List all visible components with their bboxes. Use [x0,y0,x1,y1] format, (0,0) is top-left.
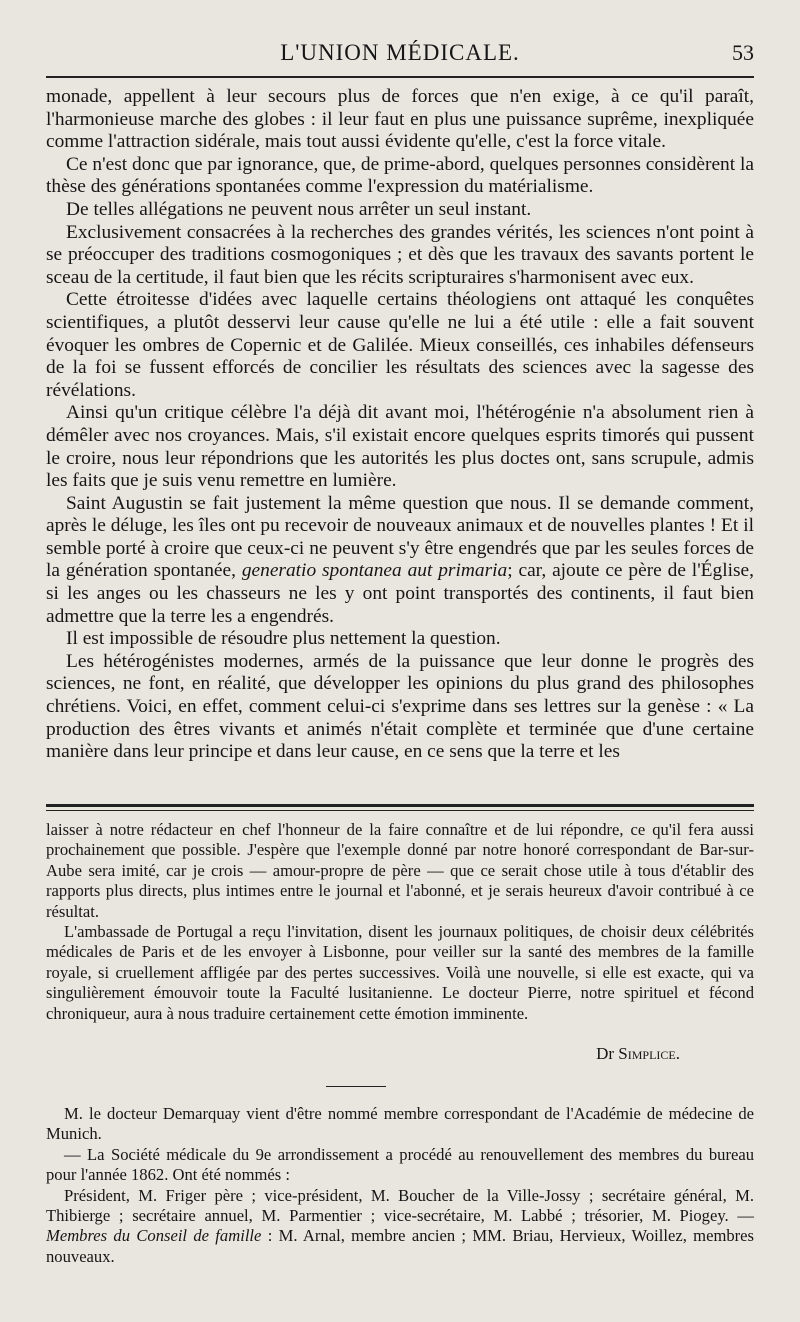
feuilleton-rule-thin [46,810,754,811]
main-article-text [46,86,754,764]
section-divider [326,1086,386,1087]
page-number: 53 [732,40,754,65]
paragraph: Cette étroitesse d'idées avec laquelle certains théologiens ont attaqué les conquêtes scientifiques, a plutôt desservi leur cause qu'elle ne lui a été utile : elle a fait souvent évoquer les ombres de Copernic et de Galilée. Mieux conseillés, ces inhabiles défenseurs de la foi se fussent efforcés de concilier les résultats des sciences avec la sagesse des révélations. [46,289,754,401]
paragraph: Ce n'est donc que par ignorance, que, de prime-abord, quelques personnes considèrent la thèse des générations spontanées comme l'expression du matérialisme. [46,153,754,198]
page-header [46,40,754,70]
paragraph: L'ambassade de Portugal a reçu l'invitation, disent les journaux politiques, de choisir deux célébrités médicales de Paris et de les envoyer à Lisbonne, pour veiller sur la santé des membres de la famille royale, si cruellement affligée par des pertes successives. Voilà une nouvelle, si elle est exacte, qui va singulièrement émouvoir toute la Faculté lusitanienne. Le docteur Pierre, notre spirituel et fécond chroniqueur, aura à nous traduire certainement cette émotion imminente. [46,922,754,1023]
paragraph-text: Président, M. Friger père ; vice-président, M. Boucher de la Ville-Jossy ; secrétaire général, M. Thibierge ; secrétaire annuel, M. Parmentier ; vice-secrétaire, M. Labbé ; trésorier, M. Piogey. — [46,1185,754,1226]
signature-name: Simplice. [618,1044,680,1063]
author-signature [596,1044,680,1064]
paragraph: M. le docteur Demarquay vient d'être nommé membre correspondant de l'Académie de médecine de Munich. [46,1104,754,1144]
header-rule [46,76,754,78]
paragraph: laisser à notre rédacteur en chef l'honneur de la faire connaître et de lui répondre, ce qu'il fera aussi prochainement que possible. J'espère que l'exemple donné par notre honoré correspondant de Bar-sur-Aube sera imité, car je crois — amour-propre de père — que ce serait chose utile à tous d'établir des rapports plus directs, plus intimes entre le journal et l'abonné, et je serais heureux d'avoir contribué à ce résultat. [46,820,754,921]
paragraph: Exclusivement consacrées à la recherches des grandes vérités, les sciences n'ont point à se préoccuper des traditions cosmogoniques ; et dès que les travaux des savants portent le sceau de la certitude, il faut bien que les récits scripturaires s'harmonisent avec eux. [46,221,754,288]
paragraph [46,493,754,629]
paragraph: Ainsi qu'un critique célèbre l'a déjà dit avant moi, l'hétérogénie n'a absolument rien à démêler avec nos croyances. Mais, s'il existait encore quelques esprits timorés qui pussent le croire, nous leur répondrions que les autorités les plus doctes ont, sans scrupule, admis les faits que je suis venu remettre en lumière. [46,402,754,492]
paragraph-text: Saint Augustin se fait justement la même question que nous. Il se demande comment, après le déluge, les îles ont pu recevoir de nouveaux animaux et de nouvelles plantes ! Et il semble porté à croire que ceux-ci ne peuvent s'y être engendrés que par les seules forces de la génération spontanée, [46,492,754,582]
feuilleton-rule [46,804,754,807]
paragraph: Il est impossible de résoudre plus nettement la question. [66,628,501,650]
paragraph-text: : M. Arnal, membre ancien ; MM. Briau, Hervieux, Woillez, membres nouveaux. [46,1226,754,1266]
feuilleton-text [46,820,754,1024]
paragraph: Les hétérogénistes modernes, armés de la puissance que leur donne le progrès des sciences, ne font, en réalité, que développer les opinions du plus grand des philosophes chrétiens. Voici, en effet, comment celui-ci s'exprime dans ses lettres sur la genèse : « La production des êtres vivants et animés n'était complète et terminée que d'une certaine manière dans leur principe et dans leur cause, en ce sens que la terre et les [46,650,754,763]
paragraph: monade, appellent à leur secours plus de forces que n'en exige, à ce qu'il paraît, l'harmonieuse marche des globes : il leur faut en plus une puissance suprême, inexpliquée comme l'attraction sidérale, mais tout aussi évidente qu'elle, c'est la force vitale. [46,86,754,153]
paragraph-text: ; car, ajoute ce père de l'Église, si les anges ou les chasseurs ne les y ont point transportés des continents, il faut bien admettre que la terre les a engendrés. [46,560,754,627]
paragraph: — La Société médicale du 9e arrondissement a procédé au renouvellement des membres du bureau pour l'année 1862. Ont été nommés : [46,1144,754,1185]
latin-phrase: generatio spontanea aut primaria [241,560,508,582]
signature-prefix: Dr [596,1044,615,1063]
running-title: L'UNION MÉDICALE. [280,40,520,65]
news-items [46,1104,754,1267]
paragraph [46,1186,754,1268]
paragraph: De telles allégations ne peuvent nous arrêter un seul instant. [66,198,532,220]
italic-phrase: Membres du Conseil de famille [46,1226,262,1246]
